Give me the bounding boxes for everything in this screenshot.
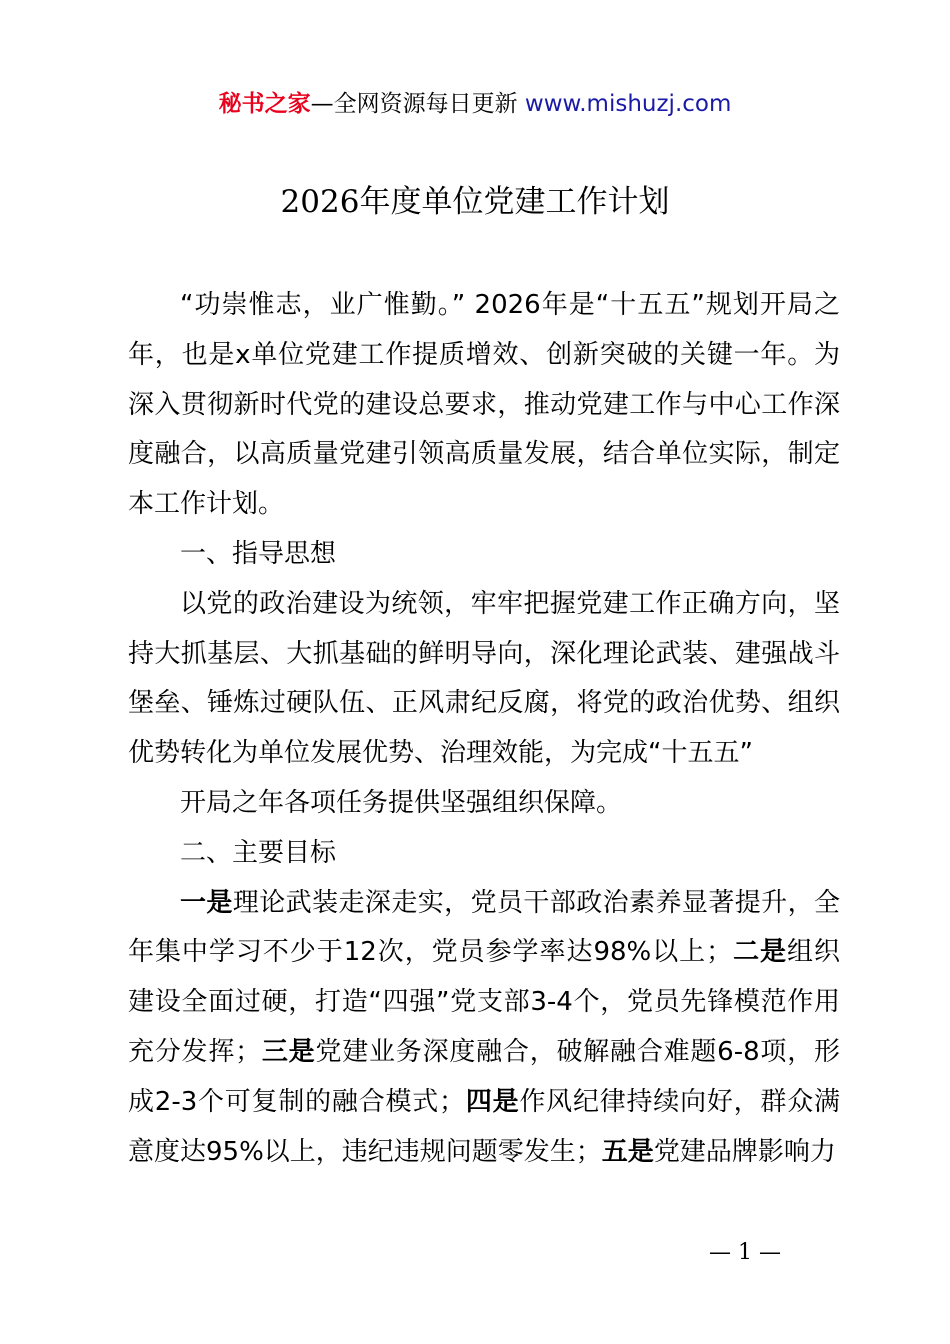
intro-paragraph: “功崇惟志，业广惟勤。” 2026年是“十五五”规划开局之年，也是x单位党建工作提质增效、创新突破的关键一年。为深入贯彻新时代党的建设总要求，推动党建工作与中心工作深度融合，以高质量党建引领高质量发展，结合单位实际，制定本工作计划。 xyxy=(128,290,840,520)
goal-text: 党建品牌影响力 xyxy=(653,1136,836,1167)
goal-marker: 一是 xyxy=(180,887,233,918)
goal-text: 作风纪律持续向好，群众满意度达95%以上，违纪违规问题零发生； xyxy=(128,1086,840,1167)
section-heading-main-goals: 二、主要目标 xyxy=(180,837,337,868)
section-heading-guiding-thought: 一、指导思想 xyxy=(180,538,337,569)
goal-marker: 三是 xyxy=(261,1036,316,1067)
brand-name: 秘书之家 xyxy=(218,91,311,117)
goal-marker: 五是 xyxy=(601,1136,654,1167)
page-number: — 1 — xyxy=(709,1240,781,1265)
guiding-thought-paragraph: 以党的政治建设为统领，牢牢把握党建工作正确方向，坚持大抓基层、大抓基础的鲜明导向，深化理论武装、建强战斗堡垒、锤炼过硬队伍、正风肃纪反腐，将党的政治优势、组织优势转化为单位发展优势、治理效能，为完成“十五五” xyxy=(128,588,840,769)
document-title: 2026年度单位党建工作计划 xyxy=(280,184,670,220)
header-slogan: —全网资源每日更新 xyxy=(310,91,518,117)
goal-marker: 二是 xyxy=(732,937,788,968)
goal-text: 理论武装走深走实，党员干部政治素养显著提升，全年集中学习不少于12次，党员参学率达98%以上； xyxy=(128,887,840,968)
guiding-thought-continuation: 开局之年各项任务提供坚强组织保障。 xyxy=(180,787,623,818)
goal-text: 党建业务深度融合，破解融合难题6-8项，形成2-3个可复制的融合模式； xyxy=(128,1036,840,1117)
site-url-link[interactable]: www.mishuzj.com xyxy=(524,91,732,117)
goal-marker: 四是 xyxy=(465,1086,520,1117)
document-body xyxy=(128,281,840,1177)
goal-text: 组织建设全面过硬，打造“四强”党支部3-4个，党员先锋模范作用充分发挥； xyxy=(128,937,840,1067)
main-goals-paragraph xyxy=(128,879,840,1178)
site-header xyxy=(0,88,950,120)
